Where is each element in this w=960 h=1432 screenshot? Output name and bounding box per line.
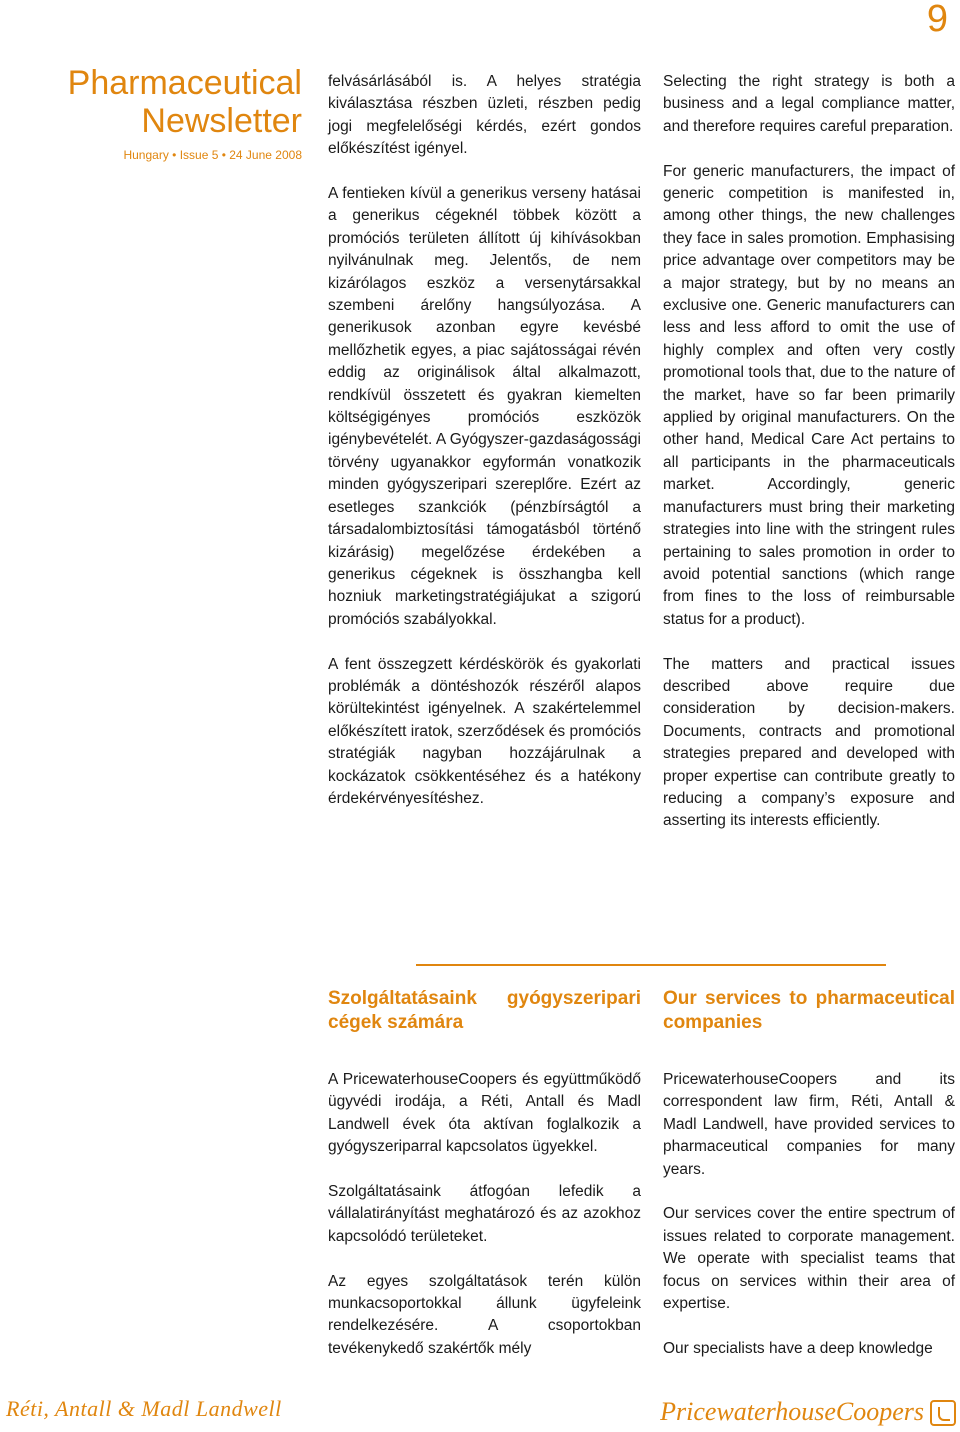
en-services-heading: Our services to pharmaceutical companies [663,988,955,1033]
en-services-paragraph-2: Our services cover the entire spectrum of issues related to corporate management. We operate with specialist teams that focus on services within their area of expertise. [663,1205,955,1313]
hu-services-paragraph-3: Az egyes szolgáltatások terén külön munkacsoportokkal állunk ügyfeleink rendelkezésére. A csoportokban tevékenykedő szakértők mély [328,1272,641,1357]
hu-paragraph-3: A fent összegzett kérdéskörök és gyakorlati problémák a döntéshozók részéről alapos körültekintést igényelnek. A szakértelemmel előkészített iratok, szerződések és promóciós stratégiák nagyban hozzájárulnak a kockázatok csökkentéséhez és a hatékony érdekérvényesítéshez. [328,655,641,807]
english-article [663,71,955,855]
hu-paragraph-1: felvásárlásából is. A helyes stratégia kiválasztása részben üzleti, részben pedig jogi megfelelőségi kérdés, ezért gondos előkészítést igényel. [328,73,641,158]
en-services-paragraph-1: PricewaterhouseCoopers and its correspondent law firm, Réti, Antall & Madl Landwell, have provided services to pharmaceutical companies for many years. [663,1071,955,1178]
en-paragraph-2: For generic manufacturers, the impact of generic competition is manifested in, among other things, the new challenges they face in sales promotion. Emphasising price advantage over competitors may be a major strategy, but by no means an exclusive one. Generic manufacturers can less and less afford to omit the use of highly complex and often very costly promotional tools that, due to the nature of the market, have so far been primarily applied by original manufacturers. On the other hand, Medical Care Act pertains to all participants in the pharmaceuticals market. Accordingly, generic manufacturers must bring their marketing strategies into line with the stringent rules pertaining to sales promotion in order to avoid potential sanctions (which range from fines to the loss of reimbursable status for a product). [663,162,955,628]
pwc-mark-icon [930,1400,956,1426]
title-line-2: Newsletter [141,102,302,140]
newsletter-title [40,64,302,140]
en-paragraph-1: Selecting the right strategy is both a business and a legal compliance matter, and therefore requires careful preparation. [663,73,955,135]
en-services-paragraph-3: Our specialists have a deep knowledge [663,1339,933,1357]
hu-services-paragraph-2: Szolgáltatásaink átfogóan lefedik a vállalatirányítást meghatározó és az azokhoz kapcsolódó területeket. [328,1183,641,1245]
en-paragraph-3: The matters and practical issues described above require due consideration by decision-makers. Documents, contracts and promotional strategies prepared and developed with proper expertise can contribute greatly to reducing a company’s exposure and asserting its interests efficiently. [663,655,955,830]
pricewaterhousecoopers-logo: PricewaterhouseCoopers [660,1397,924,1426]
section-divider [416,964,886,966]
reti-antall-madl-landwell-logo: Réti, Antall & Madl Landwell [6,1396,282,1421]
hungarian-article [328,71,641,833]
hungarian-services [328,987,641,1383]
issue-info: Hungary • Issue 5 • 24 June 2008 [123,148,302,162]
title-line-1: Pharmaceutical [67,64,302,102]
masthead [40,64,302,162]
hu-services-heading: Szolgáltatásaink gyógyszeripari cégek számára [328,988,641,1033]
hu-services-paragraph-1: A PricewaterhouseCoopers és együttműködő ügyvédi irodája, a Réti, Antall és Madl Landwell évek óta aktívan foglalkozik a gyógyszeriparral kapcsolatos ügyekkel. [328,1071,641,1156]
english-services [663,987,955,1383]
page-number: 9 [926,0,948,40]
hu-paragraph-2: A fentieken kívül a generikus verseny hatásai a generikus cégeknél többek között a promóciós területen állított új kihívásokban nyilvánulnak meg. Jelentős, de nem kizárólagos eszköz a versenytársakkal szembeni árelőny hangsúlyozása. A generikusok azonban egyre kevésbé mellőzhetik egyes, a piac sajátosságai révén eddig az originálisok által alkalmazott, rendkívül összetett és gyakran kiemelten költségigényes promóciós eszközök igénybevételét. A Gyógyszer-gazdaságossági törvény ugyanakkor egyformán vonatkozik minden gyógyszeripari szereplőre. Ezért az esetleges szankciók (pénzbírságtól a társadalombiztosítási támogatásból történő kizárásig) megelőzése érdekében a generikus cégeknek is összhangba kell hozniuk marketingstratégiájukat a szigorú promóciós szabályokkal. [328,185,641,628]
